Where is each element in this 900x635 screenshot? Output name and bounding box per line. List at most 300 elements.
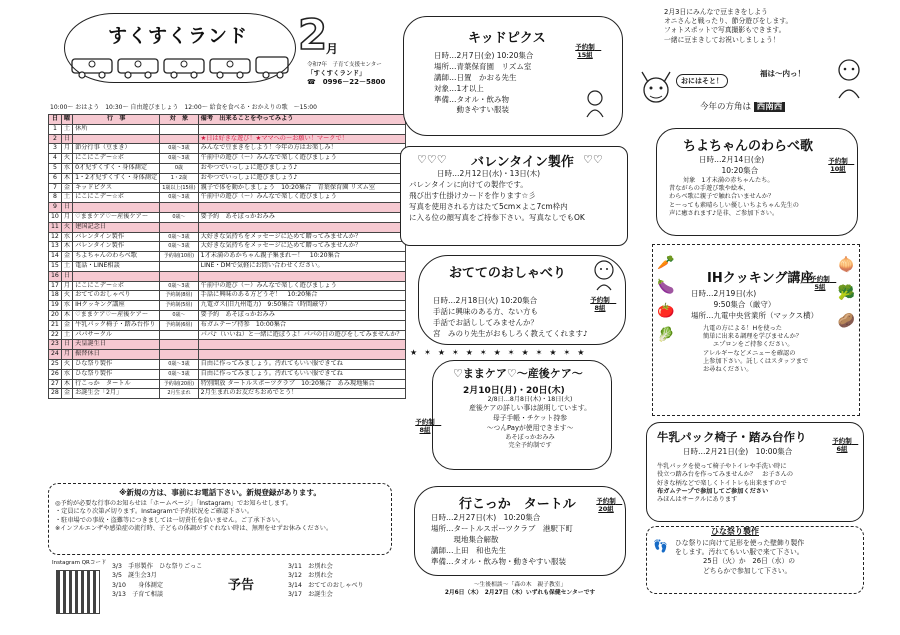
calendar-day: 18 bbox=[49, 291, 62, 301]
calendar-note: 午前中の遊び（～）みんなで楽しく遊びましょう bbox=[198, 193, 405, 203]
calendar-target bbox=[160, 330, 198, 340]
yotei-item: 3/3 手形製作 ひな祭りごっこ bbox=[112, 563, 203, 570]
yotei-right bbox=[288, 562, 364, 599]
calendar-weekday: 木 bbox=[61, 379, 72, 389]
calendar-row bbox=[49, 252, 406, 262]
hina-lines bbox=[675, 539, 804, 576]
calendar-target: 0歳～3歳 bbox=[160, 242, 198, 252]
ih-box bbox=[652, 244, 860, 416]
calendar-note bbox=[198, 271, 405, 281]
yotei-title: 予告 bbox=[228, 578, 255, 593]
calendar-event: バレンタイン製作 bbox=[73, 232, 160, 242]
calendar-target: 2月生まれ bbox=[160, 389, 198, 399]
calendar-row bbox=[49, 124, 406, 134]
gyunyu-box bbox=[646, 422, 864, 522]
warabe-line: 声に癒されます♪是非、ご参加下さい。 bbox=[669, 210, 779, 218]
valentine-line: に入る位の顔写真をご持参下さい。写真なしでもOK bbox=[409, 212, 585, 222]
setsubun-line: 2月3日にみんなで豆まきをしよう bbox=[664, 8, 768, 16]
calendar-note: 親子で体を動かしましょう 10:20集合 青葉保育園 リズム室 bbox=[198, 183, 405, 193]
valentine-line: バレンタインに向けての製作です。 bbox=[409, 179, 528, 189]
train-illustration bbox=[70, 55, 292, 79]
calendar-note bbox=[198, 124, 405, 134]
mamacare-line: 母子手帳・チケット持参 bbox=[492, 414, 568, 423]
calendar-target: 0歳～3歳 bbox=[160, 154, 198, 164]
footer bbox=[414, 582, 626, 598]
calendar-event: 休所 bbox=[73, 124, 160, 134]
mamacare-date: 2月10日(月)・20日(木) bbox=[463, 386, 565, 396]
calendar-note: 自由に作ってみましょう。汚れてもいい服できてね bbox=[198, 359, 405, 369]
calendar-event: ♡ままケア♡～産後ケア～ bbox=[73, 310, 160, 320]
calendar-note: ★日は好きな遊び！★ママへの～お願い！マークで！ bbox=[198, 134, 405, 144]
calendar-day: 28 bbox=[49, 389, 62, 399]
calendar-note bbox=[198, 340, 405, 350]
calendar-note: 手話に興味のある方どうぞ！ 10:20集合 bbox=[198, 291, 405, 301]
otete-line: 手話でお話ししてみませんか？ bbox=[433, 317, 538, 327]
ih-line: 九電の方による！Hを使った bbox=[703, 324, 782, 332]
otete-line: 手話に興味のある方、ない方も bbox=[433, 306, 538, 316]
calendar-weekday: 火 bbox=[61, 359, 72, 369]
hina-line: ひな祭りに向けて足形を使った壁飾り製作 bbox=[675, 539, 805, 547]
warabe-box bbox=[656, 128, 858, 236]
calendar-weekday: 月 bbox=[61, 144, 72, 154]
calendar-note: みんなで豆まきをしよう！今年の方はお楽しみ！ bbox=[198, 144, 405, 154]
calendar-weekday: 日 bbox=[61, 340, 72, 350]
calendar-note: LINE・DMで気軽にお問い合わせください。 bbox=[198, 261, 405, 271]
month-number: 2 bbox=[298, 10, 328, 59]
calendar-head-target: 対 象 bbox=[160, 115, 198, 125]
ih-title: IHクッキング講座 bbox=[707, 271, 814, 286]
hina-line: 25日（火）か 26日（水）の bbox=[703, 557, 796, 566]
kidpix-lines bbox=[434, 51, 533, 116]
calendar-day: 14 bbox=[49, 252, 62, 262]
calendar-row bbox=[49, 310, 406, 320]
yotei-left bbox=[112, 562, 202, 599]
direction-value: 西南西 bbox=[754, 102, 786, 112]
calendar-row bbox=[49, 350, 406, 360]
mamacare-lines bbox=[462, 396, 598, 451]
turtle-title: 行こっか タートル bbox=[459, 497, 576, 512]
calendar-day: 23 bbox=[49, 340, 62, 350]
calendar-event: ひな祭り製作 bbox=[73, 369, 160, 379]
otete-lines bbox=[433, 296, 588, 340]
calendar-weekday: 水 bbox=[61, 301, 72, 311]
calendar-target: 0歳～3歳 bbox=[160, 281, 198, 291]
calendar-head-note: 備考 出来ることをやってみよう bbox=[198, 115, 405, 125]
turtle-badge: 予約制 20組 bbox=[596, 497, 623, 514]
calendar-day: 4 bbox=[49, 154, 62, 164]
warabe-line: 対象 1才未満の赤ちゃんたち。 bbox=[683, 176, 774, 184]
turtle-line: 日時…2月27日(木) 10:20集合 bbox=[431, 513, 541, 522]
ih-badge: 予約制 5組 bbox=[810, 275, 837, 292]
vegetable-icons: 🧅 🥦 🥔 bbox=[837, 257, 855, 329]
calendar-target: 0歳 bbox=[160, 163, 198, 173]
calendar-target: 予約制(6組) bbox=[160, 320, 198, 330]
calendar-head-event: 行 事 bbox=[73, 115, 160, 125]
qr-code[interactable] bbox=[56, 570, 100, 614]
notice-line: ・駐車場での事故・盗難等につきましては一切責任を負いません。ご了承下さい。 bbox=[55, 516, 285, 524]
calendar-weekday: 水 bbox=[61, 232, 72, 242]
turtle-line: 講師…上田 和也先生 bbox=[431, 545, 506, 555]
calendar-day: 5 bbox=[49, 163, 62, 173]
hina-title: ひな祭り製作 bbox=[711, 527, 759, 536]
org-line2: 「すくすくランド」 bbox=[307, 69, 366, 78]
calendar-event: ひな祭り製作 bbox=[73, 359, 160, 369]
yotei-item: 3/14 おててのおしゃべり bbox=[288, 581, 364, 589]
calendar-weekday: 火 bbox=[61, 154, 72, 164]
notice-line: ・定員になり次第〆切ります。Instagramで予約状況をご確認下さい。 bbox=[55, 508, 254, 516]
calendar-day: 13 bbox=[49, 242, 62, 252]
warabe-title: ちよちゃんのわらべ歌 bbox=[683, 139, 814, 154]
setsubun-section bbox=[636, 8, 868, 120]
calendar-weekday: 土 bbox=[61, 330, 72, 340]
calendar-target: 1歳以上(15組) bbox=[160, 183, 198, 193]
yotei-item: 3/12 お別れ会 bbox=[288, 572, 333, 580]
calendar-head-day: 日 bbox=[49, 115, 62, 125]
kidpix-line: 動きやすい服装 bbox=[434, 105, 509, 115]
hina-line: どちらかで参加して下さい。 bbox=[703, 566, 792, 575]
yotei-item: 3/11 お別れ会 bbox=[288, 563, 333, 570]
calendar-note bbox=[198, 203, 405, 213]
setsubun-line: 一緒に豆まきしてお祝いしましょう！ bbox=[664, 35, 780, 44]
gyunyu-date: 日時…2月21日(金) 10:00集合 bbox=[683, 447, 793, 456]
calendar-day: 11 bbox=[49, 222, 62, 232]
calendar-row bbox=[49, 389, 406, 399]
qr-label: Instagram QRコード bbox=[52, 560, 107, 566]
notice-box bbox=[48, 483, 392, 555]
calendar-weekday: 金 bbox=[61, 389, 72, 399]
calendar-weekday: 水 bbox=[61, 163, 72, 173]
calendar-note: 特別開放 タートルスポーツクラブ 10:20集合 あみ現地集合 bbox=[198, 379, 405, 389]
calendar-event: キッドピクス bbox=[73, 183, 160, 193]
yotei-item: 3/17 お誕生会 bbox=[288, 590, 333, 598]
ih-line: お尋ねください。 bbox=[703, 366, 753, 374]
calendar-row bbox=[49, 379, 406, 389]
calendar-target: 0歳～3歳 bbox=[160, 359, 198, 369]
calendar-event bbox=[73, 271, 160, 281]
warabe-badge: 予約制 10組 bbox=[828, 157, 855, 174]
calendar-note bbox=[198, 350, 405, 360]
calendar-target: 予約制(20組) bbox=[160, 379, 198, 389]
calendar-row bbox=[49, 222, 406, 232]
calendar-weekday: 金 bbox=[61, 320, 72, 330]
otete-badge: 予約制 8組 bbox=[590, 296, 617, 313]
calendar-note: 2月生まれのお友だちおめでとう！ bbox=[198, 389, 405, 399]
turtle-line: 現地集合解散 bbox=[431, 534, 499, 544]
notice-line: ◎予約が必要な行事のお知らせは「ホームページ」「Instagram」でお知らせします。 bbox=[55, 500, 292, 507]
calendar-event: にこにこデー☆ボ bbox=[73, 281, 160, 291]
calendar-row bbox=[49, 212, 406, 222]
hina-box bbox=[646, 526, 864, 594]
calendar-note: 午前中の遊び（～）みんなで楽しく遊びましょう bbox=[198, 281, 405, 291]
gyunyu-lines bbox=[657, 463, 793, 505]
calendar-day: 20 bbox=[49, 310, 62, 320]
kidpix-badge: 予約制 15組 bbox=[575, 43, 602, 60]
ih-line: エプロンをご持参ください。 bbox=[713, 341, 794, 349]
kidpix-line: 日時…2月7日(金) 10:20集合 bbox=[434, 51, 534, 60]
calendar-weekday: 月 bbox=[61, 281, 72, 291]
calendar-event: 0才児すくすく・身体測定 bbox=[73, 163, 160, 173]
org-line1: 令和7年 子育て支援センター bbox=[307, 62, 382, 68]
calendar-row bbox=[49, 340, 406, 350]
calendar-target bbox=[160, 271, 198, 281]
calendar-day: 24 bbox=[49, 350, 62, 360]
ih-lines bbox=[683, 289, 818, 375]
direction-row bbox=[700, 100, 785, 112]
calendar-event: パパサークル bbox=[73, 330, 160, 340]
calendar-row bbox=[49, 369, 406, 379]
calendar-row bbox=[49, 163, 406, 173]
calendar-note bbox=[198, 222, 405, 232]
calendar-day: 9 bbox=[49, 203, 62, 213]
calendar-note: パパ♪（いいね）と一緒に遊ぼうよ！パパの日の遊びをしてみませんか？ bbox=[198, 330, 405, 340]
calendar-day: 16 bbox=[49, 271, 62, 281]
calendar-weekday: 土 bbox=[61, 193, 72, 203]
calendar-target bbox=[160, 340, 198, 350]
mamacare-line: 産後ケアの詳しい事は説明しています。 bbox=[469, 404, 591, 413]
calendar-day: 26 bbox=[49, 369, 62, 379]
month-kanji: 月 bbox=[326, 42, 339, 56]
calendar-weekday: 日 bbox=[61, 203, 72, 213]
gyunyu-line: 役立つ踏み台を作ってみませんか？ お子さんの bbox=[657, 471, 794, 479]
calendar-event: にこにこデー☆ボ bbox=[73, 193, 160, 203]
calendar-note: 1才未満のあかちゃん親子集まれ～！ 10:20集合 bbox=[198, 252, 405, 262]
calendar-target: 1・2歳 bbox=[160, 173, 198, 183]
calendar-target: 0歳～3歳 bbox=[160, 369, 198, 379]
calendar-row bbox=[49, 134, 406, 144]
calendar-row bbox=[49, 154, 406, 164]
calendar-header-row bbox=[49, 115, 406, 125]
gyunyu-title: 牛乳パック椅子・踏み台作り bbox=[657, 430, 807, 444]
valentine-line: 写真を使用される方はたて5cm×よこ7cm枠内 bbox=[409, 201, 568, 211]
calendar-weekday: 火 bbox=[61, 291, 72, 301]
calendar-day: 21 bbox=[49, 320, 62, 330]
calendar-target bbox=[160, 124, 198, 134]
calendar-weekday: 木 bbox=[61, 242, 72, 252]
calendar-row bbox=[49, 271, 406, 281]
calendar-weekday: 土 bbox=[61, 261, 72, 271]
warabe-lines bbox=[669, 155, 799, 219]
calendar-target bbox=[160, 261, 198, 271]
calendar-table bbox=[48, 114, 406, 399]
calendar-event: おててのおしゃべり bbox=[73, 291, 160, 301]
calendar-target: 0歳～3歳 bbox=[160, 193, 198, 203]
calendar-event: 牛乳パック椅子・踏み台作り bbox=[73, 320, 160, 330]
calendar-event: 1・2才児すくすく・身体測定 bbox=[73, 173, 160, 183]
calendar-row bbox=[49, 203, 406, 213]
calendar-event: 電話・LINE相談 bbox=[73, 261, 160, 271]
calendar-target: 予約制(10組) bbox=[160, 252, 198, 262]
calendar-event: 建国記念日 bbox=[73, 222, 160, 232]
calendar-target: 0歳～3歳 bbox=[160, 232, 198, 242]
yotei-item: 3/5 誕生会3月 bbox=[112, 572, 157, 580]
ih-line: 上参加下さい。託しくはスタッフまで bbox=[703, 358, 809, 366]
otete-box bbox=[418, 255, 626, 345]
footer-line2: 2月6日（木） 2月27日（木）いずれも保健センターです bbox=[444, 589, 596, 596]
star-divider: ★✶★✶★✶★✶★✶★✶★ bbox=[410, 348, 592, 357]
calendar-row bbox=[49, 261, 406, 271]
calendar-target bbox=[160, 134, 198, 144]
gyunyu-badge: 予約制 6組 bbox=[832, 437, 859, 454]
calendar-target bbox=[160, 222, 198, 232]
daily-schedule: 10:00～ おはよう 10:30～ 自由遊びましょう 12:00～ 給食を食べる・おかえりの歌 ～15:00 bbox=[50, 104, 317, 111]
calendar-row bbox=[49, 242, 406, 252]
calendar-row bbox=[49, 291, 406, 301]
girl-icon bbox=[589, 258, 619, 292]
oni-icon bbox=[636, 66, 676, 112]
mamacare-line: 完全予約制です bbox=[508, 442, 552, 450]
yotei-box bbox=[112, 558, 392, 618]
setsubun-lines bbox=[664, 8, 792, 45]
valentine-box bbox=[400, 146, 628, 246]
otete-line: 日時…2月18日(火) 10:20集合 bbox=[433, 296, 538, 305]
ih-line: アレルギーなどメニューを確認の bbox=[703, 349, 796, 357]
warabe-line: 10:20集合 bbox=[699, 165, 759, 175]
calendar-target: 0歳～3歳 bbox=[160, 144, 198, 154]
calendar-target: 予約制(5組) bbox=[160, 301, 198, 311]
calendar-day: 25 bbox=[49, 359, 62, 369]
warabe-line: 昔ながらの手遊び歌や絵本、 bbox=[669, 185, 750, 193]
calendar-event bbox=[73, 134, 160, 144]
calendar-note: 大好きな気持ちをメッセージに込めて贈ってみませんか？ bbox=[198, 242, 405, 252]
notice-line: ※インフルエンザや感染症の流行時、子どもの体調がすぐれない時は、無理をせずお休みください。 bbox=[55, 525, 333, 533]
calendar-note: おやつでいっしょに遊びましょう♪ bbox=[198, 173, 405, 183]
calendar-day: 1 bbox=[49, 124, 62, 134]
heart-icon: ♡♡♡ bbox=[417, 153, 447, 166]
calendar-event: 行こっか タートル bbox=[73, 379, 160, 389]
calendar-day: 8 bbox=[49, 193, 62, 203]
calendar-weekday: 金 bbox=[61, 252, 72, 262]
bubble-oni: おにはそと！ bbox=[676, 74, 728, 88]
gyunyu-line: 好きな柄などで楽しくトイトレも出来ますので bbox=[657, 479, 787, 487]
calendar-day: 7 bbox=[49, 183, 62, 193]
gyunyu-line: みほんはサークルにあります bbox=[657, 496, 738, 504]
calendar-weekday: 木 bbox=[61, 173, 72, 183]
mamacare-line: 2/8日…8月8日(木)・18日(火) bbox=[487, 396, 573, 403]
child-icon bbox=[582, 89, 608, 119]
calendar-note: 午前中の遊び（～）みんなで楽しく遊びましょう bbox=[198, 154, 405, 164]
calendar-note: おやつでいっしょに遊びましょう♪ bbox=[198, 163, 405, 173]
vegetable-icons: 🥕 🍆 🍅 🥬 bbox=[657, 255, 675, 343]
calendar-day: 27 bbox=[49, 379, 62, 389]
calendar-row bbox=[49, 301, 406, 311]
otete-title: おててのおしゃべり bbox=[449, 266, 566, 281]
notice-heading: ※新規の方は、事前にお電話下さい。新規登録があります。 bbox=[119, 488, 321, 497]
calendar-note: 要予約 あそぼっかおみみ bbox=[198, 310, 405, 320]
ih-line: 簡単に出来る調理を学びませんか？ bbox=[703, 332, 802, 340]
calendar-target: 0歳～ bbox=[160, 212, 198, 222]
child-icon bbox=[832, 56, 866, 100]
calendar-weekday: 木 bbox=[61, 310, 72, 320]
bubble-fuku: 福は～内っ！ bbox=[760, 69, 805, 78]
calendar-weekday: 土 bbox=[61, 124, 72, 134]
calendar-day: 2 bbox=[49, 134, 62, 144]
heart-icon: ♡♡ bbox=[583, 153, 603, 166]
turtle-line: 場所…タートルスポーツクラブ 港駅下町 bbox=[431, 523, 573, 533]
calendar-row bbox=[49, 193, 406, 203]
calendar-row bbox=[49, 183, 406, 193]
calendar-day: 3 bbox=[49, 144, 62, 154]
calendar-weekday: 月 bbox=[61, 350, 72, 360]
warabe-line: わらべ歌に親子で触れ合いませんか？ bbox=[669, 193, 775, 201]
calendar-day: 15 bbox=[49, 261, 62, 271]
footer-line1: ～生後相談～「森の木 親子教室」 bbox=[473, 582, 567, 588]
calendar-row bbox=[49, 359, 406, 369]
calendar-note: 自由に作ってみましょう。汚れてもいい服できてね bbox=[198, 369, 405, 379]
calendar-note: 九電ガス(旧九州電力) 9:50集合（時間厳守） bbox=[198, 301, 405, 311]
otete-line: 宮 みのり先生がおもしろく教えてくれます♪ bbox=[433, 328, 588, 338]
calendar-day: 10 bbox=[49, 212, 62, 222]
calendar-day: 6 bbox=[49, 173, 62, 183]
org-name bbox=[307, 62, 385, 88]
valentine-date: 日時…2月12日(水)・13日(木) bbox=[437, 169, 541, 178]
mamacare-line: あそぼっかおみみ bbox=[505, 433, 555, 441]
mamacare-line: ～つんPayが使用できます～ bbox=[486, 424, 574, 433]
calendar-event: IHクッキング講座 bbox=[73, 301, 160, 311]
calendar-event: 天皇誕生日 bbox=[73, 340, 160, 350]
calendar-event: ちよちゃんのわらべ歌 bbox=[73, 252, 160, 262]
hina-line: をします。汚れてもいい服で来て下さい。 bbox=[675, 548, 804, 557]
kidpix-title: キッドピクス bbox=[468, 31, 546, 46]
turtle-lines bbox=[431, 513, 573, 567]
ih-line: 日時…2月19日(水) bbox=[691, 289, 757, 298]
valentine-title: バレンタイン製作 bbox=[471, 155, 574, 170]
calendar-row bbox=[49, 144, 406, 154]
phone: ☎ 0996－22－5800 bbox=[307, 78, 386, 87]
turtle-line: 準備…タオル・飲み物・動きやすい服装 bbox=[431, 556, 566, 566]
calendar-day: 12 bbox=[49, 232, 62, 242]
calendar-row bbox=[49, 173, 406, 183]
calendar-day: 19 bbox=[49, 301, 62, 311]
calendar-row bbox=[49, 232, 406, 242]
yotei-item: 3/13 子育て相談 bbox=[112, 590, 164, 598]
warabe-line: 日時…2月14日(金) bbox=[699, 155, 765, 164]
footprint-icon: 👣 bbox=[653, 539, 668, 553]
kidpix-line: 準備…タオル・飲み物 bbox=[434, 94, 509, 104]
calendar-row bbox=[49, 320, 406, 330]
calendar bbox=[48, 114, 403, 399]
gyunyu-line: 布ガムテープで参加してご参加ください bbox=[657, 488, 769, 496]
setsubun-line: フォトスポットで写真撮影もできます。 bbox=[664, 26, 786, 35]
mamacare-title: ♡ままケア♡～産後ケア～ bbox=[453, 367, 583, 380]
calendar-event: ♡ままケア♡～産後ケア～ bbox=[73, 212, 160, 222]
calendar-day: 17 bbox=[49, 281, 62, 291]
calendar-event: にこにこデー☆ボ bbox=[73, 154, 160, 164]
calendar-event: 振替休日 bbox=[73, 350, 160, 360]
gyunyu-line: 牛乳パックを使って椅子やトイレや手洗い時に bbox=[657, 463, 787, 470]
calendar-weekday: 日 bbox=[61, 134, 72, 144]
warabe-line: と～っても素晴らしい優しいちよちゃん先生の bbox=[669, 201, 799, 209]
calendar-target: 予約制(8組) bbox=[160, 291, 198, 301]
calendar-row bbox=[49, 281, 406, 291]
calendar-weekday: 金 bbox=[61, 183, 72, 193]
ih-line: 場所…九電中央営業所（マックス横） bbox=[691, 310, 819, 320]
valentine-lines bbox=[409, 169, 585, 223]
calendar-note: 大好きな気持ちをメッセージに込めて贈ってみませんか？ bbox=[198, 232, 405, 242]
calendar-head-weekday: 曜 bbox=[61, 115, 72, 125]
calendar-weekday: 火 bbox=[61, 222, 72, 232]
kidpix-line: 講師…日置 かおる先生 bbox=[434, 72, 517, 82]
calendar-target bbox=[160, 350, 198, 360]
calendar-weekday: 月 bbox=[61, 212, 72, 222]
calendar-weekday: 日 bbox=[61, 271, 72, 281]
page-title: すくすくランド bbox=[108, 25, 249, 47]
month-badge bbox=[296, 10, 340, 60]
direction-label: 今年の方角は bbox=[700, 102, 752, 112]
calendar-event bbox=[73, 203, 160, 213]
kidpix-line: 場所…青葉保育園 リズム室 bbox=[434, 61, 532, 71]
ih-line: 9:50集合（厳守） bbox=[691, 299, 776, 309]
calendar-day: 22 bbox=[49, 330, 62, 340]
